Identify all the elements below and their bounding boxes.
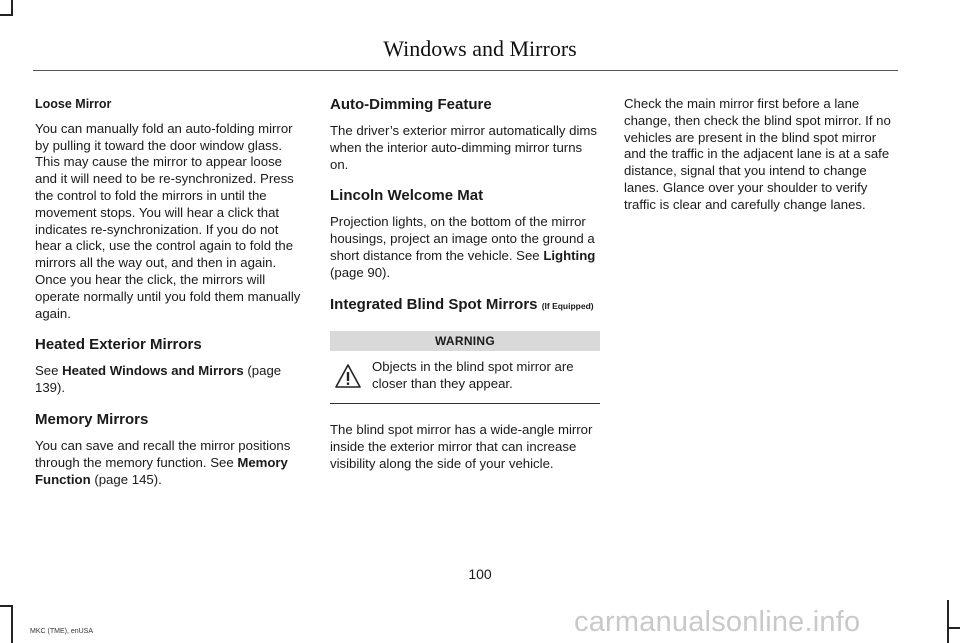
heated-page-ref: (page 139).: [35, 363, 282, 396]
memory-text: You can save and recall the mirror positions through the memory function. See: [35, 437, 291, 470]
crop-mark: [947, 627, 960, 629]
welcome-mat-paragraph: [330, 214, 600, 281]
memory-page-ref: (page 145).: [90, 471, 162, 487]
header-divider: [33, 70, 898, 71]
blind-spot-paragraph: The blind spot mirror has a wide-angle mirror inside the exterior mirror that can increase visibility along the side of your vehicle.: [330, 421, 593, 471]
memory-mirrors-paragraph: [35, 438, 305, 488]
auto-dimming-heading: Auto-Dimming Feature: [330, 96, 492, 113]
lane-change-paragraph: Check the main mirror first before a lane change, then check the blind spot mirror. If no vehicles are present in the blind spot mirror and the traffic in the adjacent lane is at a safe distance, signal that you intend to change lanes. Glance over your shoulder to verify traffic is clear and carefully change lanes.: [624, 96, 891, 212]
warning-banner: WARNING: [330, 331, 600, 352]
column-middle: [330, 96, 600, 482]
auto-dimming-paragraph: The driver’s exterior mirror automatically dims when the interior auto-dimming mirror turns on.: [330, 123, 597, 172]
blind-spot-heading: [330, 296, 600, 315]
warning-divider: [330, 403, 600, 404]
warning-text: Objects in the blind spot mirror are closer than they appear.: [372, 359, 574, 392]
crop-mark: [0, 14, 13, 16]
loose-mirror-paragraph: You can manually fold an auto-folding mirror by pulling it toward the door window glass. This may cause the mirror to appear loose and it will need to be re-synchronized. Press the control to fold the mirrors in until the movement stops. You will hear a click that indicates re-synchronization. If you do not hear a click, use the control again to fold the mirrors all the way out, and then in again. Once you hear the click, the mirrors will operate normally until you fold them manually again.: [35, 120, 301, 321]
heated-windows-reference-link[interactable]: Heated Windows and Mirrors: [62, 363, 244, 379]
page-number: 100: [468, 566, 492, 582]
document-code: MKC (TME), enUSA: [30, 628, 94, 635]
column-right: [624, 96, 896, 224]
welcome-mat-heading: Lincoln Welcome Mat: [330, 187, 484, 205]
crop-mark: [0, 605, 13, 607]
crop-mark: [11, 0, 13, 14]
column-left: [35, 96, 305, 498]
if-equipped-tag: (If Equipped): [541, 300, 594, 311]
blind-spot-title: Integrated Blind Spot Mirrors: [330, 295, 538, 313]
lighting-reference-link[interactable]: Lighting: [543, 247, 596, 263]
heated-mirrors-heading: Heated Exterior Mirrors: [35, 336, 202, 354]
page-title: Windows and Mirrors: [383, 36, 577, 61]
warning-body: [330, 359, 600, 393]
loose-mirror-heading: Loose Mirror: [35, 97, 112, 111]
heated-mirrors-paragraph: [35, 363, 305, 397]
welcome-text: Projection lights, on the bottom of the mirror housings, project an image onto the ground a short distance from the vehicle. See: [330, 214, 595, 263]
crop-mark: [947, 600, 949, 643]
memory-mirrors-heading: Memory Mirrors: [35, 410, 149, 428]
memory-function-reference-link[interactable]: Memory Function: [35, 454, 288, 487]
warning-triangle-icon: [334, 363, 362, 389]
crop-mark: [11, 605, 13, 643]
heated-see-text: See: [35, 363, 63, 379]
watermark: carmanualsonline.info: [574, 606, 861, 638]
welcome-page-ref: (page 90).: [330, 264, 391, 280]
